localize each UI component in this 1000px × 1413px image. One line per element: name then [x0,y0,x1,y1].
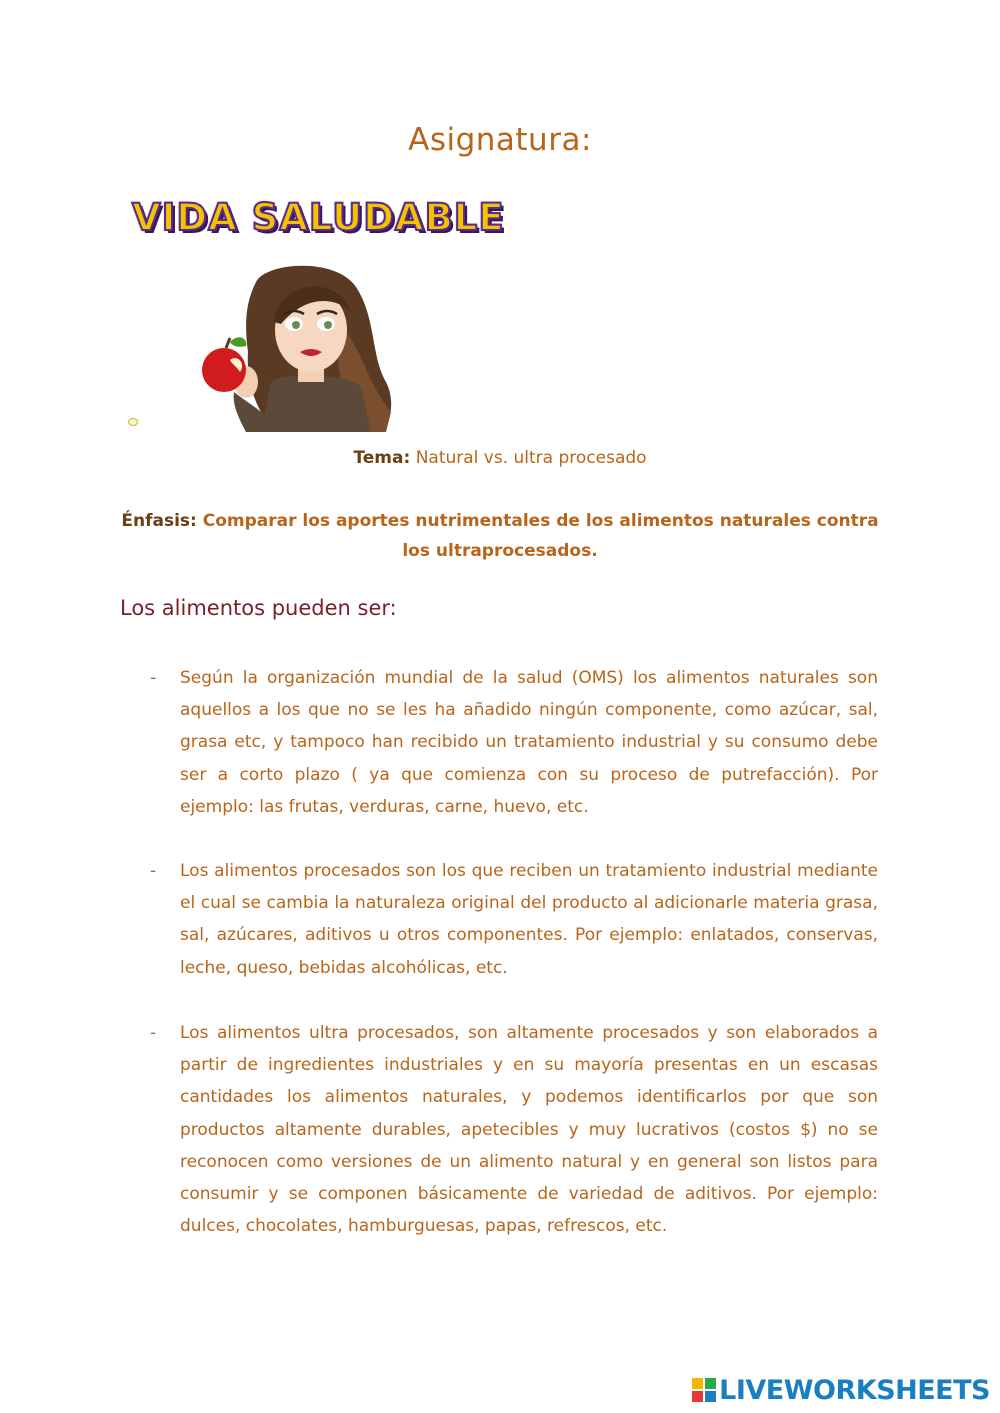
subject-heading: Asignatura: [408,122,592,158]
topic-label: Tema: [353,448,411,468]
emphasis-label: Énfasis: [121,511,197,531]
liveworksheets-logo[interactable] [692,1375,990,1405]
list-marker: - [150,668,157,688]
emphasis-block [120,506,880,566]
emphasis-value: Comparar los aportes nutrimentales de los alimentos naturales contra los ultraprocesados. [202,511,879,561]
list-item-text: Según la organización mundial de la salud (OMS) los alimentos naturales son aquellos a los que no se les ha añadido ningún componente, como azúcar, sal, grasa etc, y tampoco han recibido un tratamiento industrial y su consumo debe ser a corto plazo ( ya que comienza con su proceso de putrefacción). Por ejemplo: las frutas, verduras, carne, huevo, etc. [180,668,878,817]
topic-value: Natural vs. ultra procesado [415,448,647,468]
title-banner: VIDA SALUDABLE [132,196,505,239]
list-item [150,662,878,823]
list-marker: - [150,1023,157,1043]
list-item-text: Los alimentos ultra procesados, son altamente procesados y son elaborados a partir de ingredientes industriales y en su mayoría presentas en un escasas cantidades los alimentos naturales, y podemos identificarlos por que son productos altamente durables, apetecibles y muy lucrativos (costos $) no se reconocen como versiones de un alimento natural y en general son listos para consumir y se componen básicamente de variedad de aditivos. Por ejemplo: dulces, chocolates, hamburguesas, papas, refrescos, etc. [180,1023,878,1237]
list-item-text: Los alimentos procesados son los que reciben un tratamiento industrial mediante el cual se cambia la naturaleza original del producto al adicionarle materia grasa, sal, azúcares, aditivos u otros componentes. Por ejemplo: enlatados, conservas, leche, queso, bebidas alcohólicas, etc. [180,861,878,978]
liveworksheets-logo-icon [692,1378,716,1402]
topic-line [0,448,1000,468]
list-item [150,855,878,984]
decorative-dot [128,418,138,426]
section-intro: Los alimentos pueden ser: [120,596,397,620]
list-marker: - [150,861,157,881]
woman-with-apple-avatar-icon [186,262,398,432]
list-item [150,1017,878,1242]
brand-name: LIVEWORKSHEETS [719,1374,990,1406]
